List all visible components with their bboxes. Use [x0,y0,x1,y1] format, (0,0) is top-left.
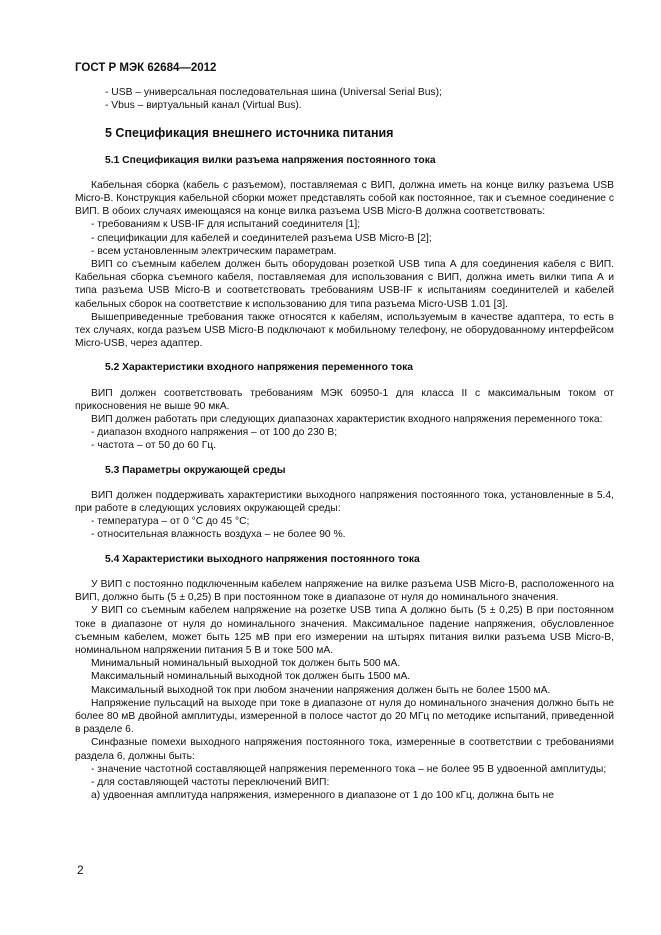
paragraph: ВИП должен работать при следующих диапазонах характеристик входного напряжения переменного тока: [91,414,603,426]
list-item: - относительная влажность воздуха – не более 90 %. [91,529,346,541]
paragraph: Максимальный выходной ток при любом значении напряжения должен быть не более 1500 мА. [91,684,551,696]
intro-item: - USB – универсальная последовательная шина (Universal Serial Bus); [105,87,442,98]
section-5-3-title: 5.3 Параметры окружающей среды [105,464,286,476]
section-5-title: 5 Спецификация внешнего источника питания [105,126,394,141]
section-5-2-title: 5.2 Характеристики входного напряжения переменного тока [105,362,413,374]
intro-item: - Vbus – виртуальный канал (Virtual Bus). [105,100,302,112]
page-number: 2 [77,863,84,877]
standard-header: ГОСТ Р МЭК 62684—2012 [75,62,217,74]
list-item: - температура – от 0 °С до 45 °С; [91,516,250,528]
list-item: - диапазон входного напряжения – от 100 до 230 В; [91,427,338,439]
list-item: - частота – от 50 до 60 Гц. [91,440,217,452]
paragraph: У ВИП со съемным кабелем напряжение на розетке USB типа А должно быть (5 ± 0,25) В при постоянном токе в диапазоне от нуля до номинального значения. Максимальное падение напряжения, обусловленное съемным кабелем, может быть 125 мВ при его измерении на штырях питания вилки разъема USB Micro-B, номинальном напряжении питания 5 В и токе 500 мА. [75,605,614,656]
paragraph: ВИП должен поддерживать характеристики выходного напряжения постоянного тока, установленные в 5.4, при работе в следующих условиях окружающей среды: [75,489,614,515]
paragraph: У ВИП с постоянно подключенным кабелем напряжение на вилке разъема USB Micro-B, расположенного на ВИП, должно быть (5 ± 0,25) В при постоянном токе в диапазоне от нуля до номинального значения. [75,578,614,604]
list-item: - всем установленным электрическим параметрам. [91,245,337,257]
list-item: - требованиям к USB-IF для испытаний соединителя [1]; [91,219,361,231]
paragraph: а) удвоенная амплитуда напряжения, измеренного в диапазоне от 1 до 100 кГц, должна быть не [91,790,554,802]
paragraph: ВИП должен соответствовать требованиям МЭК 60950-1 для класса II с максимальным током от прикосновения не выше 90 мкА. [75,387,614,412]
paragraph: Вышеприведенные требования также относятся к кабелям, используемым в качестве адаптера, то есть в тех случаях, когда разъем USB Micro-B подключают к мобильному телефону, не оборудованному интерфейсом Micro-USB, через адаптер. [75,311,614,350]
paragraph: - значение частотной составляющей напряжения переменного тока – не более 95 В удвоенной амплитуды; [91,763,607,775]
document-body [75,86,614,802]
paragraph: ВИП со съемным кабелем должен быть оборудован розеткой USB типа А для соединения кабеля с ВИП. Кабельная сборка съемного кабеля, поставляемая для использования с ВИП, должна иметь вилки типа А и типа разъема USB Micro-B и соответствовать требованиям USB-IF к испытаниям соединителей и кабелей кабельных сборок на соответствие к использованию для типа разъема Micro-USB 1.01 [3]. [75,259,614,310]
paragraph: Максимальный номинальный выходной ток должен быть 1500 мА. [91,671,411,683]
paragraph: Минимальный номинальный выходной ток должен быть 500 мА. [91,658,401,670]
paragraph: Напряжение пульсаций на выходе при токе в диапазоне от нуля до номинального значения должно быть не более 80 мВ двойной амплитуды, измеренной в полосе частот до 20 МГц по методике испытаний, приведенной в разделе 6. [75,697,614,736]
section-5-1-title: 5.1 Спецификация вилки разъема напряжения постоянного тока [105,154,436,166]
paragraph: Синфазные помехи выходного напряжения постоянного тока, измеренные в соответствии с требованиями раздела 6, должны быть: [75,737,614,762]
paragraph: - для составляющей частоты переключений ВИП: [91,776,330,788]
paragraph: Кабельная сборка (кабель с разъемом), поставляемая с ВИП, должна иметь на конце вилку разъема USB Micro-B. Конструкция кабельной сборки может представлять собой как постоянное, так и съемное соединение с ВИП. В обоих случаях имеющаяся на конце вилка разъема USB Micro-B должна соответствовать: [75,179,614,218]
list-item: - спецификации для кабелей и соединителей разъема USB Micro-B [2]; [91,232,432,244]
section-5-4-title: 5.4 Характеристики выходного напряжения постоянного тока [105,553,420,565]
